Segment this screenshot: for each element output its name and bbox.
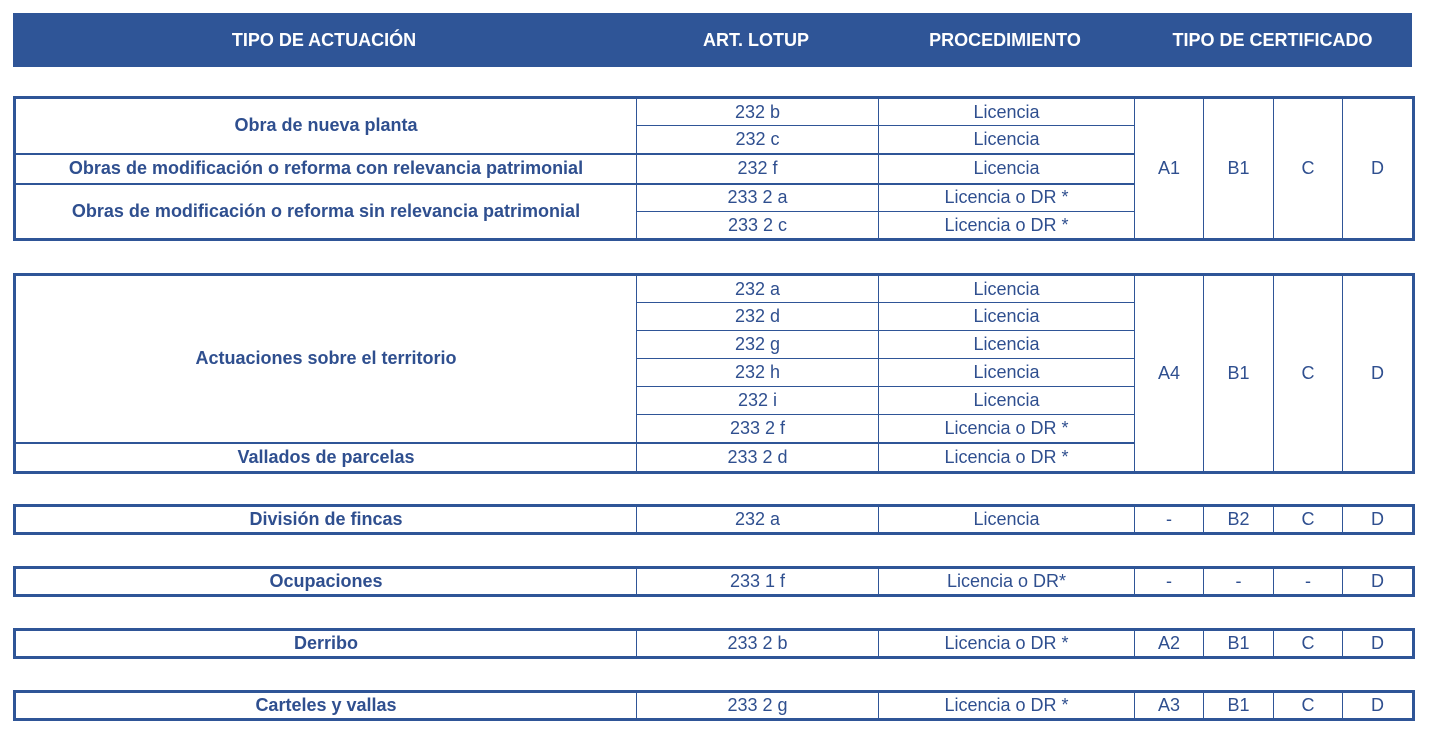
row-label-division: División de fincas: [15, 506, 637, 534]
table-row: [15, 630, 1414, 658]
proc-cell: Licencia: [879, 275, 1135, 303]
proc-cell: Licencia: [879, 387, 1135, 415]
header-tipo-certificado: TIPO DE CERTIFICADO: [1172, 30, 1373, 50]
cert-cell: -: [1274, 568, 1343, 596]
art-cell: 233 2 c: [637, 212, 879, 240]
cert-cell: A2: [1135, 630, 1204, 658]
table-row: [15, 98, 1414, 126]
cert-cell: A4: [1135, 275, 1204, 473]
table-header: [13, 13, 1412, 67]
art-cell: 232 a: [637, 506, 879, 534]
art-cell: 233 2 a: [637, 184, 879, 212]
proc-cell: Licencia: [879, 359, 1135, 387]
proc-cell: Licencia: [879, 506, 1135, 534]
row-label-actuaciones: Actuaciones sobre el territorio: [15, 275, 637, 443]
cert-cell: A1: [1135, 98, 1204, 240]
proc-cell: Licencia o DR *: [879, 692, 1135, 720]
cert-cell: D: [1343, 275, 1414, 473]
row-label-ocupaciones: Ocupaciones: [15, 568, 637, 596]
cert-cell: A3: [1135, 692, 1204, 720]
cert-cell: -: [1135, 506, 1204, 534]
art-cell: 233 2 d: [637, 443, 879, 473]
cert-cell: D: [1343, 630, 1414, 658]
art-cell: 232 d: [637, 303, 879, 331]
cert-cell: C: [1274, 630, 1343, 658]
cert-cell: D: [1343, 692, 1414, 720]
cert-cell: D: [1343, 506, 1414, 534]
art-cell: 232 a: [637, 275, 879, 303]
cert-cell: C: [1274, 692, 1343, 720]
table-row: [15, 692, 1414, 720]
row-label-mod-sin: Obras de modificación o reforma sin relevancia patrimonial: [15, 184, 637, 240]
cert-cell: -: [1135, 568, 1204, 596]
art-cell: 233 1 f: [637, 568, 879, 596]
art-cell: 232 i: [637, 387, 879, 415]
derribo-table: [13, 628, 1415, 659]
proc-cell: Licencia: [879, 126, 1135, 154]
proc-cell: Licencia: [879, 331, 1135, 359]
proc-cell: Licencia o DR *: [879, 630, 1135, 658]
row-label-carteles: Carteles y vallas: [15, 692, 637, 720]
table-row: [15, 275, 1414, 303]
header-procedimiento: PROCEDIMIENTO: [929, 30, 1081, 50]
cert-cell: C: [1274, 275, 1343, 473]
art-cell: 232 f: [637, 154, 879, 184]
art-cell: 232 b: [637, 98, 879, 126]
cert-cell: C: [1274, 506, 1343, 534]
group-obras-table: [13, 96, 1415, 241]
group-territorio-table: [13, 273, 1415, 474]
cert-cell: D: [1343, 98, 1414, 240]
art-cell: 233 2 b: [637, 630, 879, 658]
row-label-obra-nueva: Obra de nueva planta: [15, 98, 637, 154]
proc-cell: Licencia o DR *: [879, 415, 1135, 443]
table-row: [15, 506, 1414, 534]
cert-cell: -: [1204, 568, 1274, 596]
row-label-derribo: Derribo: [15, 630, 637, 658]
cert-cell: C: [1274, 98, 1343, 240]
cert-cell: B2: [1204, 506, 1274, 534]
table-row: [15, 568, 1414, 596]
cert-cell: B1: [1204, 630, 1274, 658]
art-cell: 232 c: [637, 126, 879, 154]
proc-cell: Licencia: [879, 303, 1135, 331]
cert-cell: B1: [1204, 692, 1274, 720]
division-table: [13, 504, 1415, 535]
proc-cell: Licencia o DR*: [879, 568, 1135, 596]
cert-cell: B1: [1204, 98, 1274, 240]
ocupaciones-table: [13, 566, 1415, 597]
proc-cell: Licencia: [879, 154, 1135, 184]
art-cell: 233 2 f: [637, 415, 879, 443]
header-art-lotup: ART. LOTUP: [703, 30, 809, 50]
carteles-table: [13, 690, 1415, 721]
proc-cell: Licencia o DR *: [879, 212, 1135, 240]
row-label-mod-con: Obras de modificación o reforma con relevancia patrimonial: [15, 154, 637, 184]
cert-cell: D: [1343, 568, 1414, 596]
proc-cell: Licencia: [879, 98, 1135, 126]
art-cell: 233 2 g: [637, 692, 879, 720]
header-tipo-actuacion: TIPO DE ACTUACIÓN: [231, 30, 417, 50]
art-cell: 232 h: [637, 359, 879, 387]
row-label-vallados: Vallados de parcelas: [15, 443, 637, 473]
cert-cell: B1: [1204, 275, 1274, 473]
proc-cell: Licencia o DR *: [879, 184, 1135, 212]
proc-cell: Licencia o DR *: [879, 443, 1135, 473]
art-cell: 232 g: [637, 331, 879, 359]
